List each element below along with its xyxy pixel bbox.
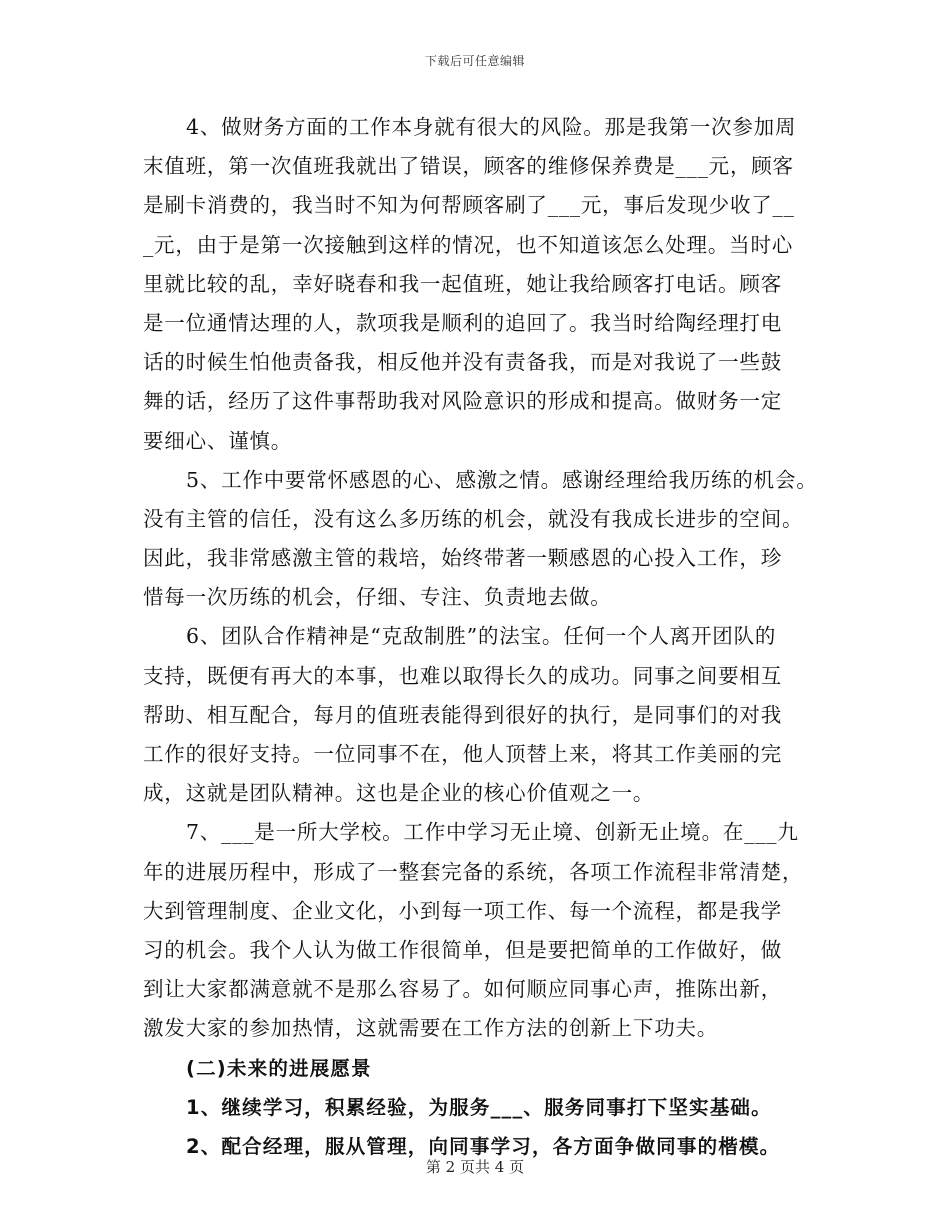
paragraph-line: 里就比较的乱，幸好晓春和我一起值班，她让我给顾客打电话。顾客 [143,271,782,296]
paragraph-line: 年的进展历程中，形成了一整套完备的系统，各项工作流程非常清楚， [143,859,804,884]
paragraph-7 [143,813,823,1048]
paragraph-line: 话的时候生怕他责备我，相反他并没有责备我，而是对我说了一些鼓 [143,350,782,375]
paragraph-line: 末值班，第一次值班我就出了错误，顾客的维修保养费是___元，顾客 [143,154,794,179]
paragraph-line: 7、___是一所大学校。工作中学习无止境、创新无止境。在___九 [186,820,799,845]
paragraph-5 [143,461,823,618]
paragraph-line: 5、工作中要常怀感恩的心、感激之情。感谢经理给我历练的机会。 [186,467,818,492]
paragraph-line: 帮助、相互配合，每月的值班表能得到很好的执行，是同事们的对我 [143,702,782,727]
paragraph-line: 习的机会。我个人认为做工作很简单，但是要把简单的工作做好，做 [143,937,782,962]
section-item-1: 1、继续学习，积累经验，为服务___、服务同事打下坚实基础。 [186,1095,772,1119]
paragraph-6 [143,617,823,813]
page-header: 下载后可任意编辑 [424,54,525,68]
paragraph-line: 惜每一次历练的机会，仔细、专注、负责地去做。 [143,585,612,610]
paragraph-4 [143,108,823,461]
paragraph-line: 因此，我非常感激主管的栽培，始终带著一颗感恩的心投入工作，珍 [143,546,782,571]
paragraph-line: 没有主管的信任，没有这么多历练的机会，就没有我成长进步的空间。 [143,506,804,531]
paragraph-line: 是刷卡消费的，我当时不知为何帮顾客刷了___元，事后发现少收了__ [143,193,795,218]
paragraph-line: 是一位通情达理的人，款项我是顺利的追回了。我当时给陶经理打电 [143,310,782,335]
paragraph-line: 支持，既便有再大的本事，也难以取得长久的成功。同事之间要相互 [143,663,782,688]
paragraph-line: 大到管理制度、企业文化，小到每一项工作、每一个流程，都是我学 [143,898,782,923]
section-item-2: 2、配合经理，服从管理，向同事学习，各方面争做同事的楷模。 [186,1134,781,1158]
section-future-vision [143,1049,823,1167]
paragraph-line: 激发大家的参加热情，这就需要在工作方法的创新上下功夫。 [143,1016,719,1041]
paragraph-line: 工作的很好支持。一位同事不在，他人顶替上来，将其工作美丽的完 [143,742,782,766]
paragraph-line: 到让大家都满意就不是那么容易了。如何顺应同事心声，推陈出新， [143,977,782,1002]
paragraph-line: 要细心、谨慎。 [143,428,293,453]
paragraph-line: 舞的话，经历了这件事帮助我对风险意识的形成和提高。做财务一定 [143,389,782,414]
paragraph-line: 成，这就是团队精神。这也是企业的核心价值观之一。 [143,781,655,806]
document-body [143,108,823,1166]
section-heading: (二)未来的进展愿景 [186,1056,372,1080]
paragraph-line: 4、做财务方面的工作本身就有很大的风险。那是我第一次参加周 [186,115,797,139]
paragraph-line: _元，由于是第一次接触到这样的情况，也不知道该怎么处理。当时心 [143,232,794,257]
paragraph-line: 6、团队合作精神是“克敌制胜”的法宝。任何一个人离开团队的 [186,624,777,649]
page-number: 第 2 页共 4 页 [425,1158,525,1176]
